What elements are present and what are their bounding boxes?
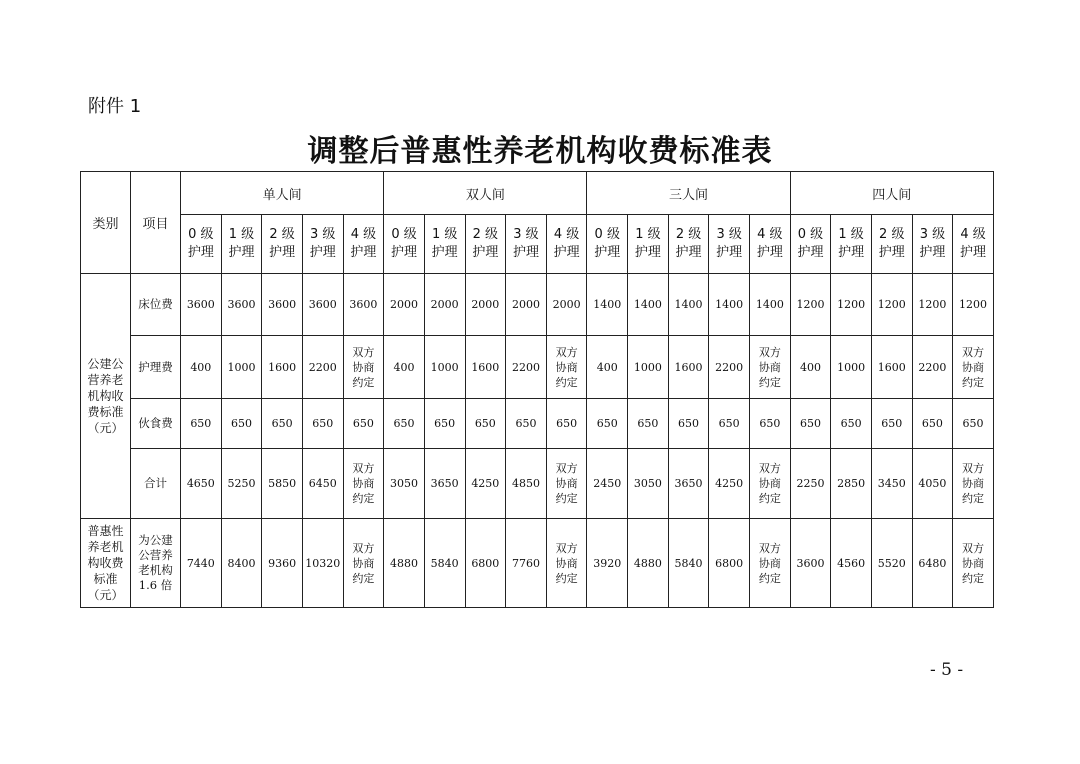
header-room-type: 双人间 (384, 172, 587, 215)
cell-line: 协商 (758, 360, 781, 374)
negotiated-cell (953, 449, 994, 519)
header-item: 项目 (131, 172, 181, 274)
cell-line: 协商 (352, 360, 375, 374)
value-cell: 400 (181, 336, 222, 399)
value-cell: 4560 (831, 519, 872, 608)
cell-line: （元） (87, 421, 124, 435)
value-cell: 2000 (384, 274, 425, 336)
cell-line: 护理 (960, 245, 987, 260)
cell-line: 1 级 (838, 227, 864, 242)
value-cell: 6800 (465, 519, 506, 608)
cell-line: 双方 (555, 462, 578, 475)
value-cell: 650 (221, 399, 262, 449)
value-cell: 1400 (709, 274, 750, 336)
value-cell: 7760 (506, 519, 547, 608)
cell-line: 护理 (431, 245, 458, 260)
cell-line: 3 级 (513, 227, 539, 242)
value-cell: 6450 (302, 449, 343, 519)
cell-line: 公营养 (138, 548, 173, 562)
cell-line: 4 级 (553, 227, 580, 242)
table-row (81, 399, 994, 449)
fee-standard-table (80, 171, 994, 608)
cell-line: 护理 (269, 245, 296, 260)
value-cell: 7440 (181, 519, 222, 608)
cell-line: 护理 (350, 245, 377, 260)
value-cell: 2850 (831, 449, 872, 519)
value-cell: 5250 (221, 449, 262, 519)
value-cell: 5840 (668, 519, 709, 608)
value-cell: 2450 (587, 449, 628, 519)
cell-line: 护理 (716, 245, 743, 260)
value-cell: 3450 (871, 449, 912, 519)
negotiated-cell (750, 519, 791, 608)
header-category: 类别 (81, 172, 131, 274)
cell-line: 0 级 (391, 227, 417, 242)
negotiated-cell (546, 519, 587, 608)
cell-line: 约定 (352, 375, 375, 389)
value-cell: 4050 (912, 449, 953, 519)
value-cell: 650 (912, 399, 953, 449)
value-cell: 650 (831, 399, 872, 449)
header-room-type: 单人间 (181, 172, 384, 215)
header-care-level (750, 215, 791, 274)
header-care-level (668, 215, 709, 274)
value-cell: 650 (384, 399, 425, 449)
cell-line: 0 级 (188, 227, 214, 242)
cell-line: 协商 (962, 477, 985, 490)
value-cell: 650 (343, 399, 384, 449)
header-care-level (587, 215, 628, 274)
cell-line: 协商 (962, 360, 985, 374)
value-cell: 10320 (302, 519, 343, 608)
header-care-level (181, 215, 222, 274)
cell-line: 协商 (352, 477, 375, 490)
cell-line: 护理 (228, 245, 255, 260)
cell-line: 护理 (553, 245, 580, 260)
negotiated-cell (343, 449, 384, 519)
value-cell: 1000 (628, 336, 669, 399)
value-cell: 4850 (506, 449, 547, 519)
cell-line: 费标准 (87, 405, 124, 419)
cell-line: 2 级 (269, 227, 295, 242)
value-cell: 650 (506, 399, 547, 449)
value-cell: 2000 (424, 274, 465, 336)
cell-line: 3 级 (716, 227, 742, 242)
value-cell: 650 (953, 399, 994, 449)
cell-line: 普惠性 (87, 524, 124, 538)
value-cell: 650 (750, 399, 791, 449)
value-cell: 3600 (302, 274, 343, 336)
cell-line: 3 级 (919, 227, 946, 242)
cell-line: 护理 (878, 245, 905, 260)
value-cell: 1200 (831, 274, 872, 336)
negotiated-cell (546, 336, 587, 399)
page-title: 调整后普惠性养老机构收费标准表 (307, 134, 773, 169)
table-row (81, 519, 994, 608)
cell-line: 4 级 (350, 227, 377, 242)
cell-line: 4 级 (757, 227, 783, 242)
cell-line: 4 级 (960, 227, 986, 242)
value-cell: 5520 (871, 519, 912, 608)
value-cell: 3050 (384, 449, 425, 519)
cell-line: 1 级 (635, 227, 661, 242)
cell-line: 协商 (555, 360, 578, 374)
header-care-level (262, 215, 303, 274)
cell-line: 双方 (758, 541, 781, 555)
value-cell: 3600 (181, 274, 222, 336)
value-cell: 650 (709, 399, 750, 449)
cell-line: 协商 (758, 556, 781, 570)
value-cell: 1400 (668, 274, 709, 336)
value-cell: 3600 (262, 274, 303, 336)
value-cell: 4250 (709, 449, 750, 519)
category-inclusive (81, 519, 131, 608)
cell-line: 2 级 (472, 227, 499, 242)
cell-line: 双方 (555, 541, 578, 555)
row-item (131, 449, 181, 519)
value-cell: 4880 (628, 519, 669, 608)
value-cell: 650 (790, 399, 831, 449)
value-cell: 650 (262, 399, 303, 449)
cell-line: 护理 (675, 245, 702, 260)
cell-line: 3 级 (310, 227, 336, 242)
value-cell: 1000 (424, 336, 465, 399)
cell-line: 护理费 (138, 359, 173, 374)
cell-line: 约定 (352, 571, 375, 585)
cell-line: 协商 (555, 556, 578, 570)
value-cell: 1600 (668, 336, 709, 399)
value-cell: 2000 (465, 274, 506, 336)
value-cell: 4650 (181, 449, 222, 519)
header-row-rooms (81, 172, 994, 215)
value-cell: 3600 (221, 274, 262, 336)
value-cell: 400 (790, 336, 831, 399)
cell-line: 约定 (962, 492, 985, 505)
value-cell: 400 (587, 336, 628, 399)
table-row (81, 336, 994, 399)
cell-line: 2 级 (879, 227, 905, 242)
header-room-type: 四人间 (790, 172, 993, 215)
cell-line: 约定 (758, 375, 781, 389)
negotiated-cell (546, 449, 587, 519)
cell-line: 护理 (797, 245, 824, 260)
header-care-level (424, 215, 465, 274)
cell-line: 约定 (352, 492, 375, 505)
value-cell: 1600 (465, 336, 506, 399)
cell-line: 约定 (962, 571, 985, 585)
cell-line: 护理 (512, 245, 539, 260)
value-cell: 650 (424, 399, 465, 449)
cell-line: 约定 (555, 571, 578, 585)
header-care-level (384, 215, 425, 274)
value-cell: 650 (668, 399, 709, 449)
cell-line: 合计 (144, 476, 167, 490)
header-care-level (912, 215, 953, 274)
cell-line: 机构收 (87, 389, 124, 403)
cell-line: 1 级 (431, 227, 458, 242)
value-cell: 3650 (668, 449, 709, 519)
cell-line: （元） (87, 588, 124, 602)
value-cell: 9360 (262, 519, 303, 608)
cell-line: 为公建 (138, 533, 173, 547)
category-public (81, 274, 131, 519)
value-cell: 1200 (912, 274, 953, 336)
value-cell: 650 (465, 399, 506, 449)
cell-line: 0 级 (594, 227, 620, 242)
value-cell: 2000 (546, 274, 587, 336)
annex-label: 附件 1 (88, 96, 142, 117)
value-cell: 2000 (506, 274, 547, 336)
cell-line: 约定 (555, 375, 578, 389)
cell-line: 双方 (962, 541, 985, 555)
page-number: - 5 - (930, 660, 964, 680)
value-cell: 1200 (790, 274, 831, 336)
value-cell: 650 (302, 399, 343, 449)
cell-line: 0 级 (797, 227, 824, 242)
cell-line: 协商 (962, 556, 985, 570)
table-row (81, 274, 994, 336)
cell-line: 护理 (634, 245, 661, 260)
cell-line: 双方 (352, 345, 375, 359)
header-care-level (343, 215, 384, 274)
value-cell: 3050 (628, 449, 669, 519)
cell-line: 护理 (594, 245, 621, 260)
cell-line: 约定 (758, 571, 781, 585)
cell-line: 护理 (391, 245, 418, 260)
value-cell: 2250 (790, 449, 831, 519)
value-cell: 2200 (302, 336, 343, 399)
value-cell: 1400 (587, 274, 628, 336)
value-cell: 650 (871, 399, 912, 449)
cell-line: 床位费 (138, 297, 173, 311)
header-care-level (871, 215, 912, 274)
value-cell: 650 (181, 399, 222, 449)
cell-line: 构收费 (87, 556, 124, 570)
cell-line: 1.6 倍 (138, 578, 173, 592)
cell-line: 双方 (758, 345, 781, 359)
value-cell: 3650 (424, 449, 465, 519)
value-cell: 650 (546, 399, 587, 449)
value-cell: 1600 (262, 336, 303, 399)
header-care-level (831, 215, 872, 274)
cell-line: 双方 (758, 462, 781, 475)
value-cell: 6800 (709, 519, 750, 608)
cell-line: 双方 (352, 541, 375, 555)
header-care-level (709, 215, 750, 274)
cell-line: 协商 (758, 477, 781, 490)
value-cell: 5850 (262, 449, 303, 519)
value-cell: 3600 (790, 519, 831, 608)
cell-line: 标准 (93, 572, 118, 586)
cell-line: 双方 (962, 462, 985, 475)
header-care-level (506, 215, 547, 274)
value-cell: 5840 (424, 519, 465, 608)
cell-line: 护理 (472, 245, 499, 260)
cell-line: 约定 (962, 375, 985, 389)
row-item (131, 274, 181, 336)
value-cell: 400 (384, 336, 425, 399)
cell-line: 双方 (352, 462, 375, 475)
value-cell: 8400 (221, 519, 262, 608)
cell-line: 双方 (962, 345, 985, 359)
value-cell: 1000 (221, 336, 262, 399)
header-care-level (790, 215, 831, 274)
value-cell: 650 (587, 399, 628, 449)
cell-line: 护理 (309, 245, 336, 260)
cell-line: 协商 (555, 477, 578, 490)
value-cell: 3920 (587, 519, 628, 608)
value-cell: 1000 (831, 336, 872, 399)
negotiated-cell (343, 336, 384, 399)
table-body (81, 172, 994, 608)
cell-line: 护理 (756, 245, 783, 260)
value-cell: 2200 (709, 336, 750, 399)
cell-line: 养老机 (87, 540, 124, 554)
row-item (131, 399, 181, 449)
value-cell: 1200 (871, 274, 912, 336)
header-care-level (302, 215, 343, 274)
cell-line: 护理 (919, 245, 946, 260)
negotiated-cell (953, 519, 994, 608)
cell-line: 1 级 (228, 227, 255, 242)
cell-line: 约定 (758, 492, 781, 505)
row-item (131, 336, 181, 399)
table-row (81, 449, 994, 519)
cell-line: 伙食费 (138, 416, 173, 430)
cell-line: 公建公 (87, 357, 124, 371)
value-cell: 4250 (465, 449, 506, 519)
value-cell: 650 (628, 399, 669, 449)
cell-line: 协商 (352, 556, 375, 570)
cell-line: 护理 (838, 245, 865, 260)
row-item (131, 519, 181, 608)
cell-line: 2 级 (675, 227, 702, 242)
header-care-level (953, 215, 994, 274)
header-room-type: 三人间 (587, 172, 790, 215)
value-cell: 1400 (628, 274, 669, 336)
value-cell: 2200 (912, 336, 953, 399)
cell-line: 老机构 (138, 563, 173, 577)
value-cell: 3600 (343, 274, 384, 336)
negotiated-cell (953, 336, 994, 399)
negotiated-cell (343, 519, 384, 608)
value-cell: 6480 (912, 519, 953, 608)
header-care-level (628, 215, 669, 274)
value-cell: 1600 (871, 336, 912, 399)
cell-line: 营养老 (87, 373, 124, 387)
value-cell: 2200 (506, 336, 547, 399)
value-cell: 4880 (384, 519, 425, 608)
header-care-level (546, 215, 587, 274)
negotiated-cell (750, 336, 791, 399)
cell-line: 护理 (187, 245, 214, 260)
value-cell: 1400 (750, 274, 791, 336)
negotiated-cell (750, 449, 791, 519)
header-care-level (221, 215, 262, 274)
value-cell: 1200 (953, 274, 994, 336)
cell-line: 双方 (555, 345, 578, 359)
header-row-levels (81, 215, 994, 274)
cell-line: 约定 (555, 492, 578, 505)
header-care-level (465, 215, 506, 274)
